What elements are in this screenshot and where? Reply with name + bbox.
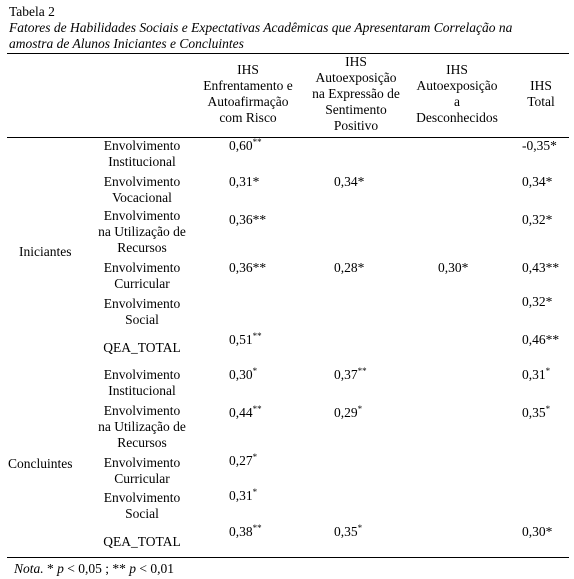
cell-c-soc-c1: 0,31* <box>229 487 258 503</box>
group-iniciantes: Iniciantes <box>19 244 72 259</box>
cell-i-inst-c4: -0,35* <box>522 138 557 153</box>
cell-c-qea-c1: 0,38** <box>229 523 262 539</box>
row-label-i-institucional: Envolvimento Institucional <box>103 138 181 169</box>
row-label-c-institucional: Envolvimento Institucional <box>103 367 181 398</box>
cell-i-voc-c4: 0,34* <box>522 174 553 189</box>
cell-c-inst-c2: 0,37** <box>334 366 367 382</box>
cell-i-qea-c1: 0,51** <box>229 331 262 347</box>
header-ihs-autoexposicao-sentimento: IHS Autoexposição na Expressão de Sentimento Positivo <box>312 54 400 133</box>
cell-c-rec-c1: 0,44** <box>229 404 262 420</box>
header-ihs-total: IHS Total <box>527 78 555 109</box>
table-title-line-1: Fatores de Habilidades Sociais e Expectativas Acadêmicas que Apresentaram Correlação na <box>9 20 513 35</box>
table-label: Tabela 2 <box>9 4 55 19</box>
row-label-i-vocacional: Envolvimento Vocacional <box>103 174 181 205</box>
cell-i-cur-c3: 0,30* <box>438 260 469 275</box>
table-title-line-2: amostra de Alunos Iniciantes e Concluintes <box>9 36 244 51</box>
row-label-c-curricular: Envolvimento Curricular <box>103 455 181 486</box>
cell-c-qea-c2: 0,35* <box>334 523 363 539</box>
row-label-c-recursos: Envolvimento na Utilização de Recursos <box>98 403 186 450</box>
cell-c-cur-c1: 0,27* <box>229 452 258 468</box>
table-note: Nota. * p < 0,05 ; ** p < 0,01 <box>14 561 175 576</box>
row-label-i-curricular: Envolvimento Curricular <box>103 260 181 291</box>
cell-c-inst-c4: 0,31* <box>522 366 551 382</box>
cell-i-soc-c4: 0,32* <box>522 294 553 309</box>
cell-i-voc-c1: 0,31* <box>229 174 260 189</box>
cell-i-cur-c4: 0,43** <box>522 260 560 275</box>
cell-c-rec-c4: 0,35* <box>522 404 551 420</box>
cell-i-rec-c4: 0,32* <box>522 212 553 227</box>
row-label-c-social: Envolvimento Social <box>103 490 181 521</box>
bottom-rule <box>7 557 569 558</box>
row-label-c-qea-total: QEA_TOTAL <box>103 534 181 549</box>
cell-c-rec-c2: 0,29* <box>334 404 363 420</box>
header-ihs-autoexposicao-desconhecidos: IHS Autoexposição a Desconhecidos <box>416 62 498 125</box>
row-label-i-social: Envolvimento Social <box>103 296 181 327</box>
cell-c-inst-c1: 0,30* <box>229 366 258 382</box>
top-rule <box>7 53 569 54</box>
group-concluintes: Concluintes <box>8 456 73 471</box>
cell-i-qea-c4: 0,46** <box>522 332 560 347</box>
cell-i-inst-c1: 0,60** <box>229 137 262 153</box>
cell-i-cur-c2: 0,28* <box>334 260 365 275</box>
cell-i-cur-c1: 0,36** <box>229 260 267 275</box>
cell-i-voc-c2: 0,34* <box>334 174 365 189</box>
header-ihs-enfrentamento: IHS Enfrentamento e Autoafirmação com Risco <box>203 62 293 125</box>
cell-c-qea-c4: 0,30* <box>522 524 553 539</box>
cell-i-rec-c1: 0,36** <box>229 212 267 227</box>
row-label-i-qea-total: QEA_TOTAL <box>103 340 181 355</box>
row-label-i-recursos: Envolvimento na Utilização de Recursos <box>98 208 186 255</box>
